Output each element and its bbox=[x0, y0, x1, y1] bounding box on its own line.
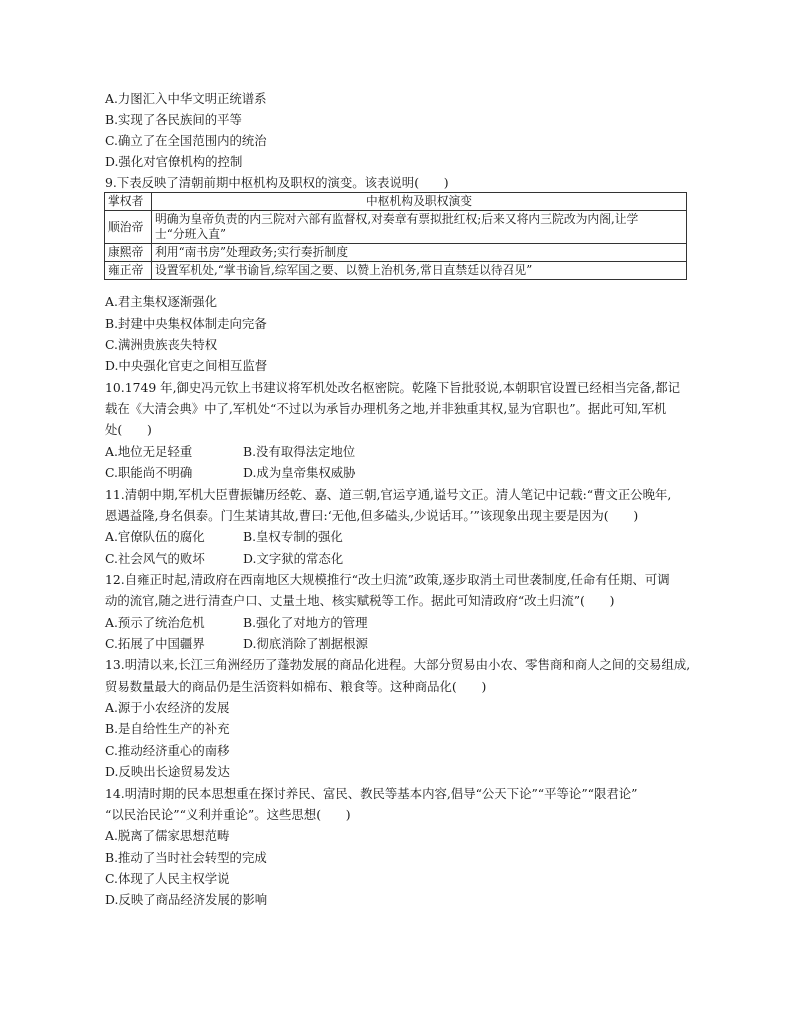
q9-stem: 9.下表反映了清朝前期中枢机构及职权的演变。该表说明( ) bbox=[105, 175, 449, 190]
cell-line: 士“分班入直” bbox=[155, 227, 227, 241]
table-row bbox=[105, 262, 687, 280]
q14-option-b: B.推动了当时社会转型的完成 bbox=[105, 850, 267, 865]
q13-stem-line: 13.明清以来,长江三角洲经历了蓬勃发展的商品化进程。大部分贸易由小农、零售商和商人之间的交易组成, bbox=[105, 657, 691, 672]
q13-option-b: B.是自给性生产的补充 bbox=[105, 721, 230, 736]
q12-options-row bbox=[105, 636, 368, 652]
q12-option-b: B.强化了对地方的管理 bbox=[243, 615, 368, 630]
q10-option-c: C.职能尚不明确 bbox=[105, 465, 193, 480]
cell-line: 明确为皇帝负责的内三院对六部有监督权,对奏章有票拟批红权;后来又将内三院改为内阁,让学 bbox=[155, 212, 639, 226]
table-cell-change: 设置军机处,“掌书谕旨,综军国之要、以赞上治机务,常日直禁廷以待召见” bbox=[152, 262, 687, 280]
q11-options-row bbox=[105, 551, 343, 567]
q9-option-c: C.满洲贵族丧失特权 bbox=[105, 337, 218, 352]
q11-option-d: D.文字狱的常态化 bbox=[243, 551, 344, 566]
q12-stem-line: 动的流官,随之进行清查户口、丈量土地、核实赋税等工作。据此可知清政府“改土归流”( ) bbox=[105, 593, 615, 608]
q12-option-d: D.彻底消除了割据根源 bbox=[243, 636, 368, 651]
q11-stem-line: 11.清朝中期,军机大臣曹振镛历经乾、嘉、道三朝,官运亨通,谥号文正。清人笔记中记载:“曹文正公晚年, bbox=[105, 487, 672, 502]
prev-option-a: A.力图汇入中华文明正统谱系 bbox=[105, 91, 267, 106]
q10-options-row bbox=[105, 465, 356, 481]
q11-option-a: A.官僚队伍的腐化 bbox=[105, 529, 205, 544]
q9-table bbox=[104, 192, 687, 280]
q13-option-c: C.推动经济重心的南移 bbox=[105, 743, 230, 758]
table-row bbox=[105, 211, 687, 244]
q10-option-a: A.地位无足轻重 bbox=[105, 444, 193, 459]
q9-option-d: D.中央强化官吏之间相互监督 bbox=[105, 358, 268, 373]
q13-option-a: A.源于小农经济的发展 bbox=[105, 700, 230, 715]
q12-options-row bbox=[105, 615, 368, 631]
prev-option-d: D.强化对官僚机构的控制 bbox=[105, 154, 243, 169]
q11-option-c: C.社会风气的败坏 bbox=[105, 551, 205, 566]
table-cell-ruler: 顺治帝 bbox=[105, 211, 152, 244]
q12-option-a: A.预示了统治危机 bbox=[105, 615, 205, 630]
q9-option-a: A.君主集权逐渐强化 bbox=[105, 294, 218, 309]
q10-stem-line: 载在《大清会典》中了,军机处“不过以为承旨办理机务之地,并非独重其权,显为官职也”。据此可知,军机 bbox=[105, 401, 667, 416]
table-cell-change: 利用“南书房”处理政务;实行奏折制度 bbox=[152, 244, 687, 262]
table-cell-ruler: 康熙帝 bbox=[105, 244, 152, 262]
q14-option-a: A.脱离了儒家思想范畴 bbox=[105, 828, 230, 843]
q13-option-d: D.反映出长途贸易发达 bbox=[105, 764, 230, 779]
table-row bbox=[105, 244, 687, 262]
q12-stem-line: 12.自雍正时起,清政府在西南地区大规模推行“改土归流”政策,逐步取消土司世袭制度,任命有任期、可调 bbox=[105, 572, 670, 587]
q10-stem-line: 处( ) bbox=[105, 422, 152, 437]
q9-option-b: B.封建中央集权体制走向完备 bbox=[105, 316, 267, 331]
q14-option-d: D.反映了商品经济发展的影响 bbox=[105, 892, 268, 907]
q10-option-b: B.没有取得法定地位 bbox=[243, 444, 356, 459]
q10-option-d: D.成为皇帝集权威胁 bbox=[243, 465, 356, 480]
q10-options-row bbox=[105, 444, 355, 460]
q14-option-c: C.体现了人民主权学说 bbox=[105, 871, 230, 886]
table-cell-change bbox=[152, 211, 687, 244]
q11-option-b: B.皇权专制的强化 bbox=[243, 529, 343, 544]
q11-stem-line: 恩遇益隆,身名俱泰。门生某请其故,曹曰:‘无他,但多磕头,少说话耳。’”该现象出现主要是因为( ) bbox=[105, 508, 639, 523]
q10-stem-line: 10.1749 年,御史冯元钦上书建议将军机处改名枢密院。乾隆下旨批驳说,本朝职官设置已经相当完备,都记 bbox=[105, 380, 681, 395]
q13-stem-line: 贸易数量最大的商品仍是生活资料如棉布、粮食等。这种商品化( ) bbox=[105, 679, 487, 694]
table-header-change: 中枢机构及职权演变 bbox=[152, 193, 687, 211]
q11-options-row bbox=[105, 529, 343, 545]
table-header-ruler: 掌权者 bbox=[105, 193, 152, 211]
prev-option-b: B.实现了各民族间的平等 bbox=[105, 112, 242, 127]
q14-stem-line: “以民治民论”“义利并重论”。这些思想( ) bbox=[105, 807, 351, 822]
q12-option-c: C.拓展了中国疆界 bbox=[105, 636, 205, 651]
q14-stem-line: 14.明清时期的民本思想重在探讨养民、富民、教民等基本内容,倡导“公天下论”“平等论”“限君论” bbox=[105, 786, 638, 801]
table-header-row bbox=[105, 193, 687, 211]
table-cell-ruler: 雍正帝 bbox=[105, 262, 152, 280]
prev-option-c: C.确立了在全国范围内的统治 bbox=[105, 133, 267, 148]
